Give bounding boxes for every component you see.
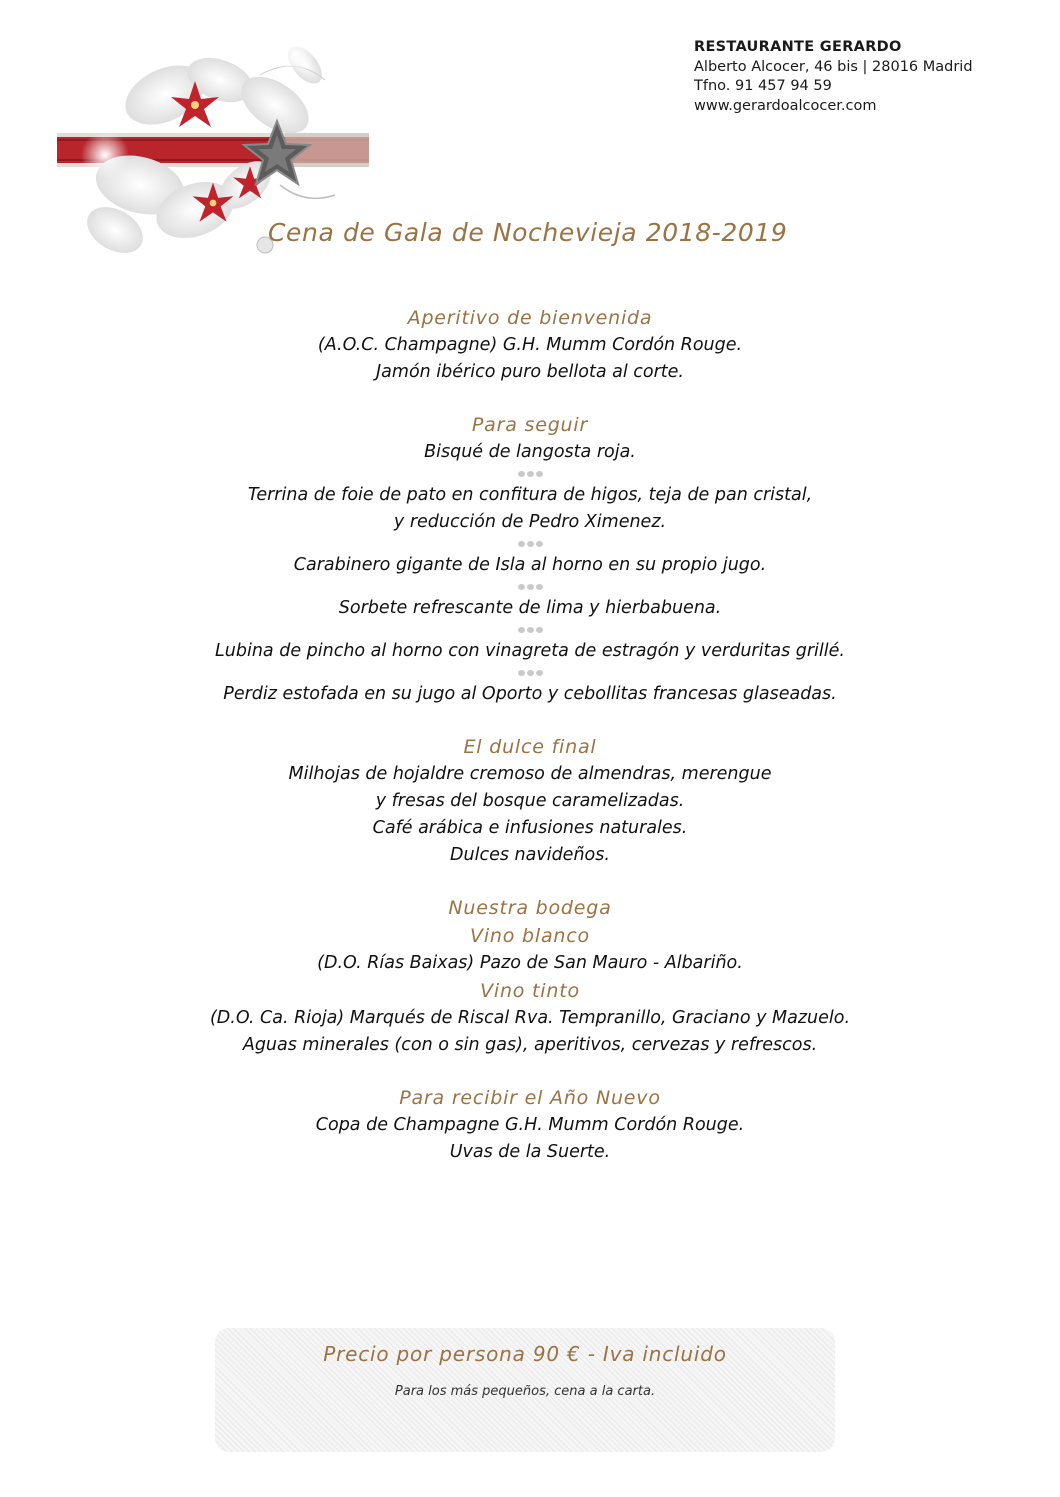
section-title-dulce: El dulce final [463,736,597,758]
menu-item: Carabinero gigante de Isla al horno en su propio jugo. [293,555,767,575]
menu-item: (D.O. Ca. Rioja) Marqués de Riscal Rva. Tempranillo, Graciano y Mazuelo. [209,1008,851,1028]
menu-item: Perdiz estofada en su jugo al Oporto y cebollitas francesas glaseadas. [223,684,837,704]
menu-item: Sorbete refrescante de lima y hierbabuena. [338,598,722,618]
page-title: Cena de Gala de Nochevieja 2018-2019 [268,218,788,247]
menu-item: Bisqué de langosta roja. [424,442,636,462]
subsection-title-vino-tinto: Vino tinto [480,980,580,1002]
menu-item: y fresas del bosque caramelizadas. [375,791,685,811]
menu-item: (D.O. Rías Baixas) Pazo de San Mauro - Albariño. [317,953,743,973]
menu-item: Dulces navideños. [450,845,610,865]
menu-item: Café arábica e infusiones naturales. [372,818,688,838]
separator-dots-icon [0,466,1060,482]
price-note: Para los más pequeños, cena a la carta. [394,1384,656,1399]
menu-item: Terrina de foie de pato en confitura de higos, teja de pan cristal, [247,485,813,505]
menu-item: Copa de Champagne G.H. Mumm Cordón Rouge. [315,1115,745,1135]
menu-item: Aguas minerales (con o sin gas), aperitivos, cervezas y refrescos. [242,1035,818,1055]
restaurant-website[interactable]: www.gerardoalcocer.com [694,97,877,114]
menu-item: Milhojas de hojaldre cremoso de almendras, merengue [288,764,772,784]
section-title-aperitivo: Aperitivo de bienvenida [407,307,653,329]
menu-item: Uvas de la Suerte. [449,1142,611,1162]
restaurant-name: RESTAURANTE GERARDO [694,39,902,55]
price-box [215,1328,835,1452]
price-text: Precio por persona 90 € - Iva incluido [323,1342,727,1366]
separator-dots-icon [0,622,1060,638]
section-title-para-seguir: Para seguir [471,414,589,436]
menu-item: (A.O.C. Champagne) G.H. Mumm Cordón Rouge. [317,335,743,355]
menu-item: Jamón ibérico puro bellota al corte. [376,362,684,382]
restaurant-address: Alberto Alcocer, 46 bis | 28016 Madrid [694,58,973,75]
restaurant-info [694,38,973,116]
menu-item: y reducción de Pedro Ximenez. [393,512,667,532]
separator-dots-icon [0,579,1060,595]
separator-dots-icon [0,536,1060,552]
separator-dots-icon [0,665,1060,681]
subsection-title-vino-blanco: Vino blanco [470,925,590,947]
section-title-ano-nuevo: Para recibir el Año Nuevo [399,1087,661,1109]
menu-item: Lubina de pincho al horno con vinagreta de estragón y verduritas grillé. [215,641,845,661]
restaurant-phone: Tfno. 91 457 94 59 [694,78,832,94]
menu [0,304,1060,1166]
section-title-bodega: Nuestra bodega [448,897,612,919]
